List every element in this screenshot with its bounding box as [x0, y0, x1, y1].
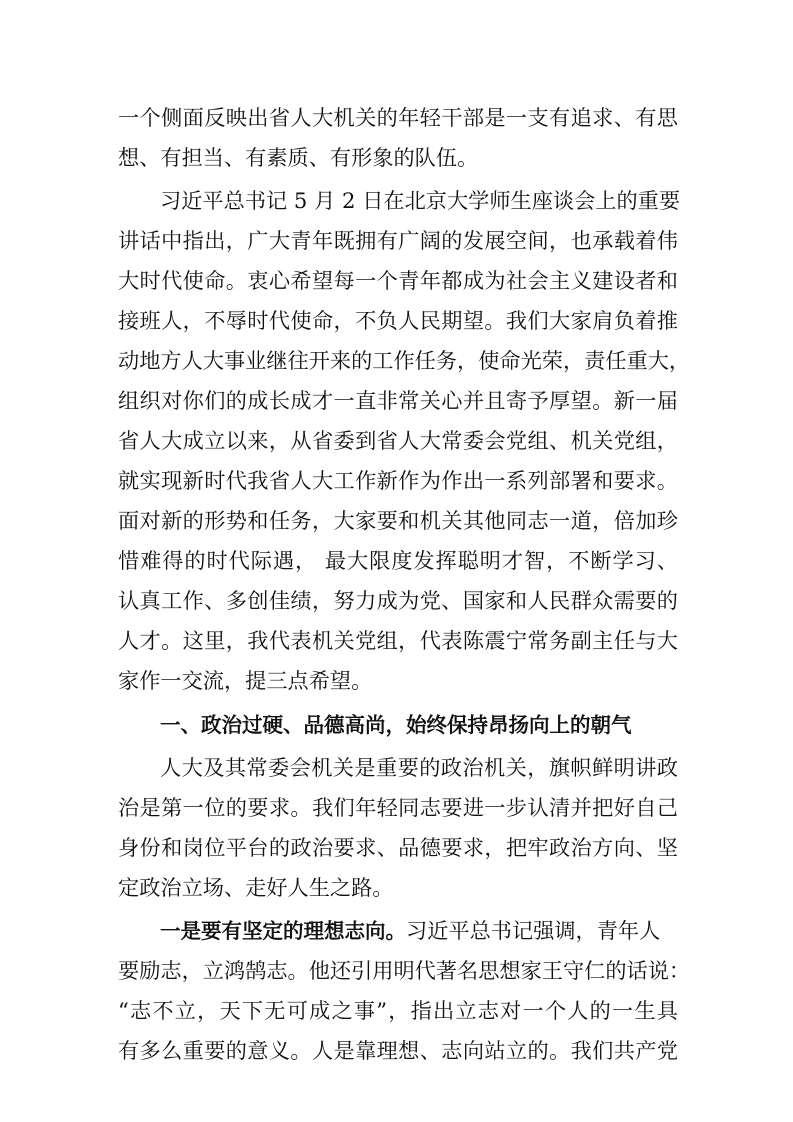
paragraph-line: 要励志，立鸿鹄志。他还引用明代著名思想家王守仁的话说：: [118, 958, 691, 983]
paragraph-line: 人才。这里，我代表机关党组，代表陈震宁常务副主任与大: [118, 628, 678, 653]
paragraph-line: 大时代使命。衷心希望每一个青年都成为社会主义建设者和: [118, 268, 678, 293]
paragraph-line: 身份和岗位平台的政治要求、品德要求，把牢政治方向、坚: [118, 835, 678, 860]
paragraph-line: 家作一交流，提三点希望。: [118, 668, 373, 693]
paragraph-line: 面对新的形势和任务，大家要和机关其他同志一道，倍加珍: [118, 508, 678, 533]
paragraph-line: 动地方人大事业继往开来的工作任务，使命光荣，责任重大，: [118, 348, 691, 373]
paragraph-line: 一个侧面反映出省人大机关的年轻干部是一支有追求、有思: [118, 105, 678, 130]
paragraph-line: 惜难得的时代际遇， 最大限度发挥聪明才智，不断学习、: [118, 548, 678, 573]
paragraph-line: 省人大成立以来，从省委到省人大常委会党组、机关党组，: [118, 428, 678, 453]
paragraph-line: 讲话中指出，广大青年既拥有广阔的发展空间，也承载着伟: [118, 228, 678, 253]
paragraph-line: “志不立，天下无可成之事”，指出立志对一个人的一生具: [118, 998, 678, 1023]
paragraph-line: [160, 911, 678, 951]
paragraph-line: 认真工作、多创佳绩，努力成为党、国家和人民群众需要的: [118, 588, 678, 613]
paragraph-line: 就实现新时代我省人大工作新作为作出一系列部署和要求。: [118, 468, 678, 493]
section-heading: 一、政治过硬、品德高尚，始终保持昂扬向上的朝气: [160, 713, 632, 737]
paragraph-line: 习近平总书记 5 月 2 日在北京大学师生座谈会上的重要: [160, 188, 681, 213]
paragraph-line: 接班人，不辱时代使命，不负人民期望。我们大家肩负着推: [118, 308, 678, 333]
paragraph-line: 组织对你们的成长成才一直非常关心并且寄予厚望。新一届: [118, 388, 678, 413]
paragraph-line-rest: 习近平总书记强调，青年人: [406, 918, 661, 943]
paragraph-line: 想、有担当、有素质、有形象的队伍。: [118, 145, 479, 170]
paragraph-line: 定政治立场、走好人生之路。: [118, 875, 394, 900]
paragraph-line: 治是第一位的要求。我们年轻同志要进一步认清并把好自己: [118, 795, 678, 820]
paragraph-line: 有多么重要的意义。人是靠理想、志向站立的。我们共产党: [118, 1038, 678, 1063]
paragraph-line: 人大及其常委会机关是重要的政治机关，旗帜鲜明讲政: [160, 755, 678, 780]
paragraph-lead: 一是要有坚定的理想志向。: [160, 919, 406, 943]
